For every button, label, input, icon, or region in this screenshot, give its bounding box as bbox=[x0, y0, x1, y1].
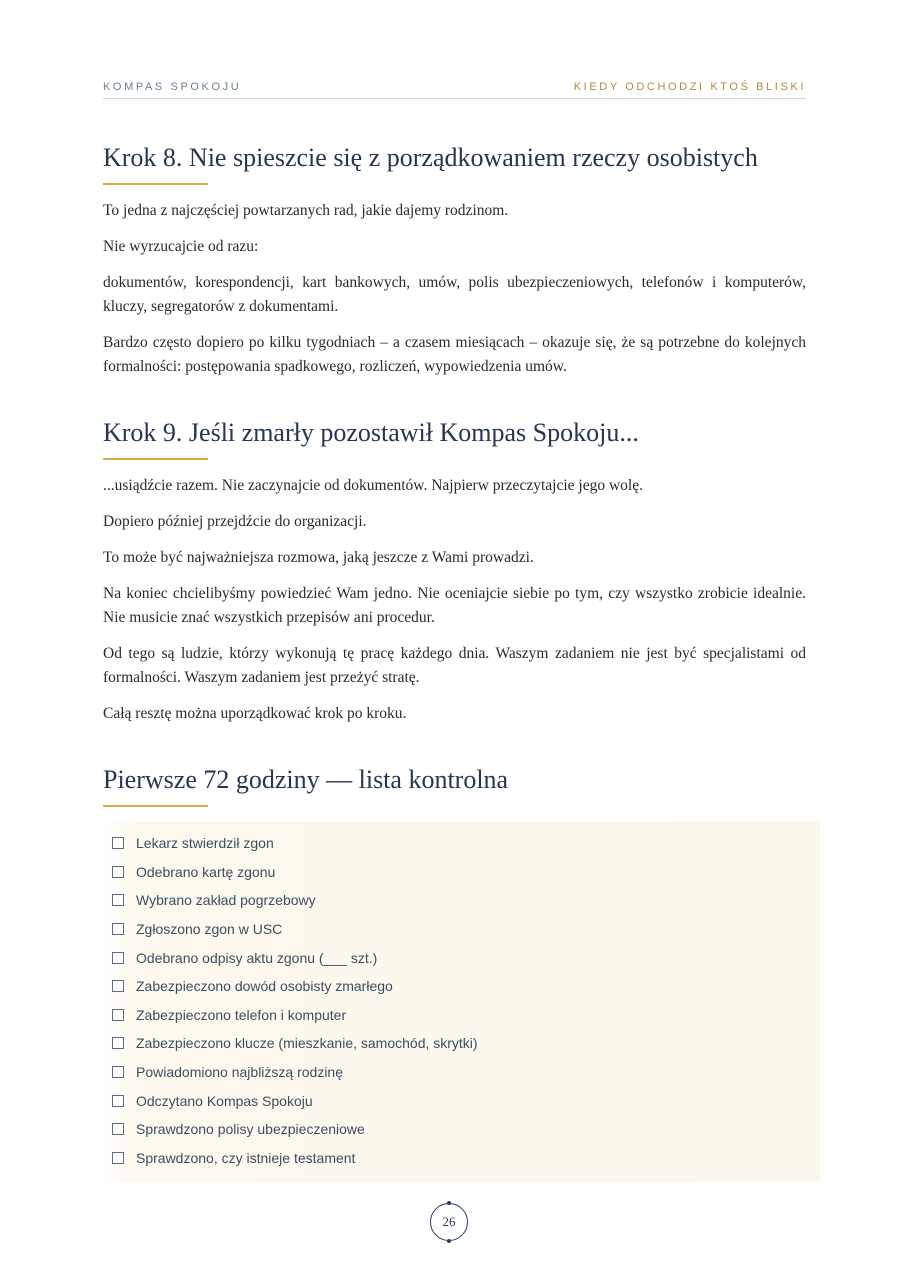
checklist-item-label: Sprawdzono, czy istnieje testament bbox=[136, 1149, 356, 1166]
checklist-item-label: Odebrano kartę zgonu bbox=[136, 863, 276, 880]
heading-underline bbox=[103, 183, 208, 185]
page-number-badge bbox=[430, 1203, 468, 1241]
badge-dot-icon bbox=[447, 1201, 451, 1205]
checklist-item-label: Lekarz stwierdził zgon bbox=[136, 835, 274, 852]
checklist bbox=[103, 821, 820, 1182]
checklist-item-label: Zgłoszono zgon w USC bbox=[136, 921, 283, 938]
paragraph: Od tego są ludzie, którzy wykonują tę pracę każdego dnia. Waszym zadaniem nie jest być specjalistami od formalności. Waszym zadaniem jest przeżyć stratę. bbox=[103, 645, 806, 686]
checklist-item-label: Zabezpieczono klucze (mieszkanie, samochód, skrytki) bbox=[136, 1035, 478, 1052]
badge-dot-icon bbox=[447, 1239, 451, 1243]
checklist-item[interactable] bbox=[103, 1144, 820, 1173]
checkbox[interactable] bbox=[112, 1095, 124, 1107]
paragraph: To może być najważniejsza rozmowa, jaką jeszcze z Wami prowadzi. bbox=[103, 549, 534, 566]
paragraph: Na koniec chcielibyśmy powiedzieć Wam jedno. Nie oceniajcie siebie po tym, czy wszystko zrobicie idealnie. Nie musicie znać wszystkich przepisów ani procedur. bbox=[103, 585, 806, 626]
paragraph: Nie wyrzucajcie od razu: bbox=[103, 238, 259, 255]
paragraph: ...usiądźcie razem. Nie zaczynajcie od dokumentów. Najpierw przeczytajcie jego wolę. bbox=[103, 477, 643, 494]
header-publication-title: KOMPAS SPOKOJU bbox=[103, 81, 242, 93]
checkbox[interactable] bbox=[112, 866, 124, 878]
checklist-item[interactable] bbox=[103, 829, 820, 858]
paragraph: Całą resztę można uporządkować krok po kroku. bbox=[103, 705, 407, 722]
checklist-item[interactable] bbox=[103, 1086, 820, 1115]
section-checklist bbox=[103, 760, 806, 1182]
section-heading: Krok 8. Nie spieszcie się z porządkowaniem rzeczy osobistych bbox=[103, 143, 758, 172]
checklist-item[interactable] bbox=[103, 1001, 820, 1030]
checkbox[interactable] bbox=[112, 1123, 124, 1135]
checklist-item[interactable] bbox=[103, 915, 820, 944]
checkbox[interactable] bbox=[112, 1037, 124, 1049]
checklist-item-label: Odebrano odpisy aktu zgonu (___ szt.) bbox=[136, 949, 378, 966]
checklist-item-label: Odczytano Kompas Spokoju bbox=[136, 1092, 313, 1109]
checklist-heading: Pierwsze 72 godziny — lista kontrolna bbox=[103, 765, 509, 794]
checklist-item[interactable] bbox=[103, 886, 820, 915]
checklist-item-label: Powiadomiono najbliższą rodzinę bbox=[136, 1064, 344, 1081]
section-step-9 bbox=[103, 413, 806, 726]
header-chapter-title: KIEDY ODCHODZI KTOŚ BLISKI bbox=[573, 81, 806, 93]
checklist-item-label: Sprawdzono polisy ubezpieczeniowe bbox=[136, 1121, 365, 1138]
section-step-8 bbox=[103, 138, 806, 379]
checklist-item[interactable] bbox=[103, 1115, 820, 1144]
checklist-item[interactable] bbox=[103, 972, 820, 1001]
checklist-item[interactable] bbox=[103, 858, 820, 887]
running-header bbox=[103, 80, 806, 99]
checkbox[interactable] bbox=[112, 837, 124, 849]
section-heading: Krok 9. Jeśli zmarły pozostawił Kompas Spokoju... bbox=[103, 418, 639, 447]
heading-underline bbox=[103, 805, 208, 807]
paragraph: Dopiero później przejdźcie do organizacji. bbox=[103, 513, 367, 530]
checkbox[interactable] bbox=[112, 1152, 124, 1164]
checkbox[interactable] bbox=[112, 952, 124, 964]
checklist-item-label: Wybrano zakład pogrzebowy bbox=[136, 892, 316, 909]
checklist-item-label: Zabezpieczono telefon i komputer bbox=[136, 1006, 347, 1023]
page-number: 26 bbox=[442, 1214, 456, 1229]
paragraph: To jedna z najczęściej powtarzanych rad, jakie dajemy rodzinom. bbox=[103, 202, 509, 219]
checkbox[interactable] bbox=[112, 980, 124, 992]
heading-underline bbox=[103, 458, 208, 460]
checkbox[interactable] bbox=[112, 923, 124, 935]
checklist-item[interactable] bbox=[103, 1029, 820, 1058]
checkbox[interactable] bbox=[112, 894, 124, 906]
paragraph: Bardzo często dopiero po kilku tygodniach – a czasem miesiącach – okazuje się, że są potrzebne do kolejnych formalności: postępowania spadkowego, rozliczeń, wypowiedzenia umów. bbox=[103, 334, 806, 375]
checklist-item[interactable] bbox=[103, 943, 820, 972]
checklist-item-label: Zabezpieczono dowód osobisty zmarłego bbox=[136, 978, 393, 995]
paragraph: dokumentów, korespondencji, kart bankowych, umów, polis ubezpieczeniowych, telefonów i komputerów, kluczy, segregatorów z dokumentami. bbox=[103, 274, 806, 315]
page-content bbox=[103, 138, 806, 1182]
checkbox[interactable] bbox=[112, 1009, 124, 1021]
checkbox[interactable] bbox=[112, 1066, 124, 1078]
checklist-item[interactable] bbox=[103, 1058, 820, 1087]
